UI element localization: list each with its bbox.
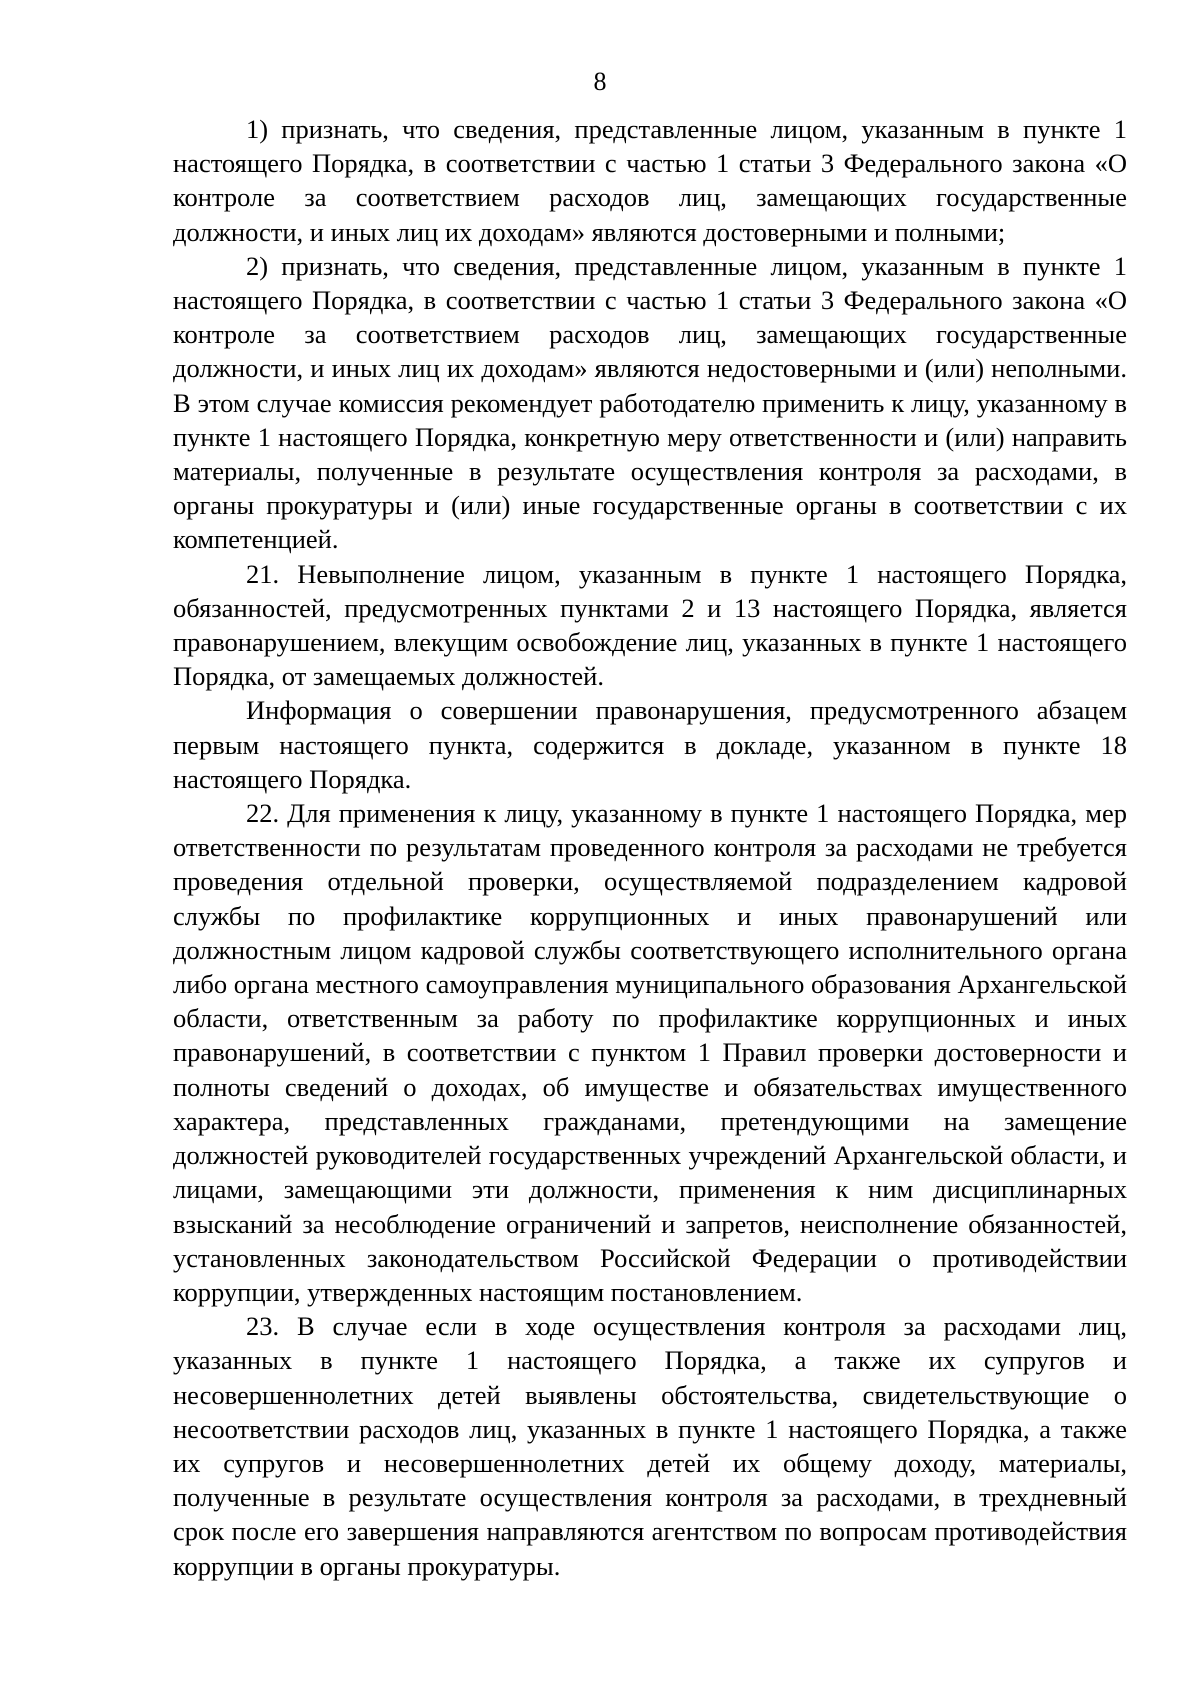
paragraph-item-22: 22. Для применения к лицу, указанному в пункте 1 настоящего Порядка, мер ответственности по результатам проведенного контроля за расходами не требуется проведения отдельной проверки, осуществляемой подразделением кадровой службы по профилактике коррупционных и иных правонарушений или должностным лицом кадровой службы соответствующего исполнительного органа либо органа местного самоуправления муниципального образования Архангельской области, ответственным за работу по профилактике коррупционных и иных правонарушений, в соответствии с пунктом 1 Правил проверки достоверности и полноты сведений о доходах, об имуществе и обязательствах имущественного характера, представленных гражданами, претендующими на замещение должностей руководителей государственных учреждений Архангельской области, и лицами, замещающими эти должности, применения к ним дисциплинарных взысканий за несоблюдение ограничений и запретов, неисполнение обязанностей, установленных законодательством Российской Федерации о противодействии коррупции, утвержденных настоящим постановлением. [173,798,1127,1307]
paragraph-clause-2: 2) признать, что сведения, представленные лицом, указанным в пункте 1 настоящего Порядка, в соответствии с частью 1 статьи 3 Федерального закона «О контроле за соответствием расходов лиц, замещающих государственные должности, и иных лиц их доходам» являются недостоверными и (или) неполными. В этом случае комиссия рекомендует работодателю применить к лицу, указанному в пункте 1 настоящего Порядка, конкретную меру ответственности и (или) направить материалы, полученные в результате осуществления контроля за расходами, в органы прокуратуры и (или) иные государственные органы в соответствии с их компетенцией. [173,250,1127,555]
paragraph-item-21-info: Информация о совершении правонарушения, предусмотренного абзацем первым настоящего пункта, содержится в докладе, указанном в пункте 18 настоящего Порядка. [173,695,1127,794]
document-body [173,112,1127,1583]
page-number: 8 [593,67,607,96]
paragraph-clause-1: 1) признать, что сведения, представленные лицом, указанным в пункте 1 настоящего Порядка, в соответствии с частью 1 статьи 3 Федерального закона «О контроле за соответствием расходов лиц, замещающих государственные должности, и иных лиц их доходам» являются достоверными и полными; [173,114,1127,247]
paragraph-item-23: 23. В случае если в ходе осуществления контроля за расходами лиц, указанных в пункте 1 настоящего Порядка, а также их супругов и несовершеннолетних детей выявлены обстоятельства, свидетельствующие о несоответствии расходов лиц, указанных в пункте 1 настоящего Порядка, а также их супругов и несовершеннолетних детей их общему доходу, материалы, полученные в результате осуществления контроля за расходами, в трехдневный срок после его завершения направляются агентством по вопросам противодействия коррупции в органы прокуратуры. [173,1311,1127,1581]
paragraph-item-21: 21. Невыполнение лицом, указанным в пункте 1 настоящего Порядка, обязанностей, предусмотренных пунктами 2 и 13 настоящего Порядка, является правонарушением, влекущим освобождение лиц, указанных в пункте 1 настоящего Порядка, от замещаемых должностей. [173,558,1127,692]
